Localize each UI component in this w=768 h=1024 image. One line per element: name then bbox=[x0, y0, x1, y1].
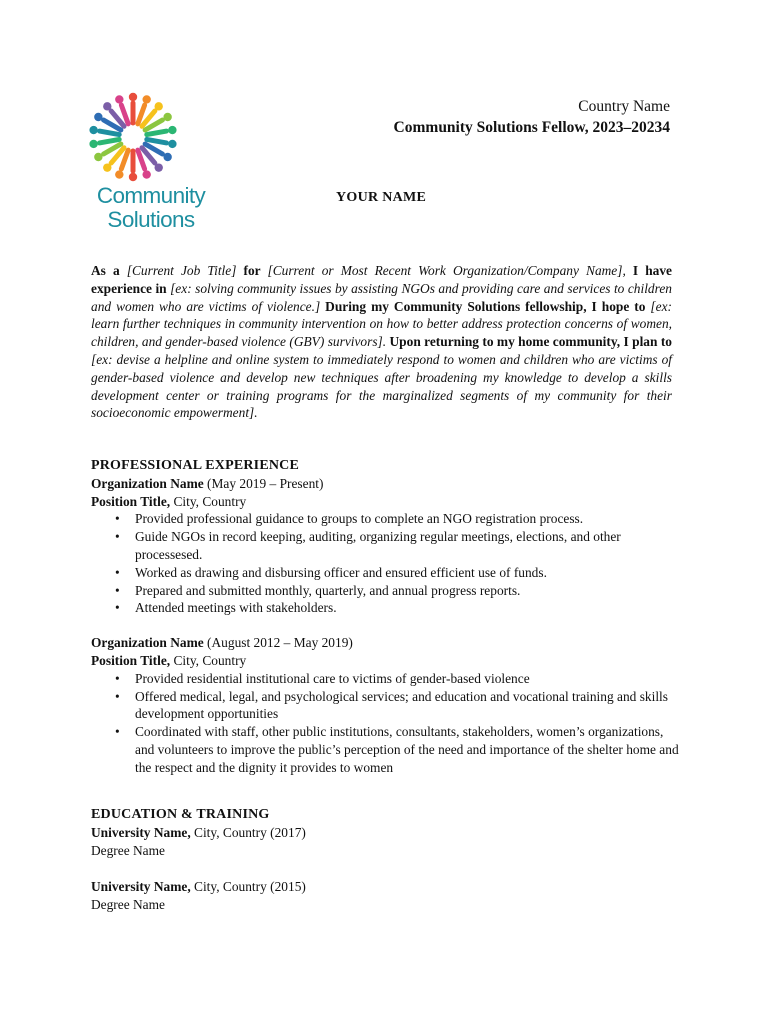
bullet-icon: • bbox=[115, 670, 120, 686]
bullet-icon: • bbox=[115, 564, 120, 580]
job-entry bbox=[91, 475, 681, 617]
summary-placeholder: [ex: devise a helpline and online system to immediately respond to women and children who are victims of gender-based violence and develop new techniques after broadening my knowledge to develop a skills development center or training programs for the marginalized segments of my community for their socioeconomic empowerment]. bbox=[91, 351, 672, 421]
summary-placeholder: [Current or Most Recent Work Organization/Company Name], bbox=[267, 263, 626, 278]
university-name: University Name, bbox=[91, 824, 191, 840]
bullet-icon: • bbox=[115, 582, 120, 598]
logo-dot bbox=[155, 163, 163, 171]
logo-dot bbox=[94, 153, 102, 161]
degree-name: Degree Name bbox=[91, 897, 165, 913]
logo-ray bbox=[147, 131, 167, 134]
logo-dot bbox=[89, 140, 97, 148]
logo-dot bbox=[129, 173, 137, 181]
summary-placeholder: [Current Job Title] bbox=[126, 263, 237, 278]
logo-dot bbox=[155, 102, 163, 110]
logo-dot bbox=[103, 163, 111, 171]
position-title: Position Title, bbox=[91, 652, 171, 668]
summary-placeholder: [ex: solving community issues by assisting NGOs and providing care and services to children and women who are victims of violence.] bbox=[91, 280, 672, 314]
summary-paragraph bbox=[91, 262, 672, 422]
list-item bbox=[91, 688, 681, 724]
education-section bbox=[91, 806, 681, 914]
logo-dot bbox=[142, 170, 150, 178]
logo-ray bbox=[147, 139, 167, 142]
logo-ray bbox=[100, 139, 120, 142]
fellowship-title: Community Solutions Fellow, 2023–20234 bbox=[393, 119, 670, 136]
bullet-icon: • bbox=[115, 511, 120, 527]
summary-placeholder: [ex: learn further techniques in community intervention on how to better address protection concerns of women, children, and gender-based violence (GBV) survivors]. bbox=[91, 298, 672, 350]
logo-dot bbox=[89, 126, 97, 134]
logo-dot bbox=[168, 126, 176, 134]
list-item bbox=[91, 582, 681, 600]
summary-text: During my Community Solutions fellowship, I hope to bbox=[320, 298, 651, 314]
job-bullets bbox=[91, 670, 681, 777]
header-block bbox=[394, 96, 670, 138]
logo-dot bbox=[103, 102, 111, 110]
university-detail: City, Country (2015) bbox=[190, 879, 306, 895]
job-entry bbox=[91, 634, 681, 776]
logo-dot bbox=[163, 153, 171, 161]
university-name: University Name, bbox=[91, 879, 191, 895]
section-title: EDUCATION & TRAINING bbox=[91, 807, 270, 822]
summary-text: for bbox=[236, 263, 268, 278]
logo-center bbox=[123, 127, 143, 147]
your-name: YOUR NAME bbox=[336, 190, 427, 205]
list-item bbox=[91, 510, 681, 528]
degree-name: Degree Name bbox=[91, 842, 165, 858]
bullet-icon: • bbox=[115, 600, 120, 616]
logo-word-community: Community bbox=[96, 183, 206, 208]
bullet-icon: • bbox=[115, 529, 120, 545]
logo-dot bbox=[142, 95, 150, 103]
summary-text: I have experience in bbox=[91, 263, 672, 296]
bullet-icon: • bbox=[115, 688, 120, 704]
list-item bbox=[91, 564, 681, 582]
experience-section bbox=[91, 457, 681, 777]
country-name: Country Name bbox=[578, 98, 670, 115]
job-location: City, Country bbox=[170, 652, 247, 668]
organization-name: Organization Name bbox=[91, 475, 204, 491]
bullet-text: Guide NGOs in record keeping, auditing, organizing regular meetings, elections, and other processesed. bbox=[135, 529, 621, 562]
logo-word-solutions: Solutions bbox=[107, 207, 195, 232]
logo-dot bbox=[94, 113, 102, 121]
logo-dot bbox=[168, 140, 176, 148]
bullet-text: Worked as drawing and disbursing officer and ensured efficient use of funds. bbox=[135, 564, 547, 580]
position-title: Position Title, bbox=[91, 493, 171, 509]
section-title: PROFESSIONAL EXPERIENCE bbox=[91, 458, 300, 473]
bullet-text: Provided professional guidance to groups to complete an NGO registration process. bbox=[135, 511, 584, 527]
summary-text: As a bbox=[91, 263, 127, 278]
list-item bbox=[91, 599, 681, 617]
bullet-text: Coordinated with staff, other public institutions, consultants, stakeholders, women’s organizations, and volunteers to improve the public’s perception of the need and importance of the shelter home and the respect and the dignity it provides to women bbox=[135, 724, 679, 775]
logo-dot bbox=[115, 95, 123, 103]
list-item bbox=[91, 670, 681, 688]
logo-dot bbox=[163, 113, 171, 121]
sunburst-logo-icon bbox=[88, 92, 178, 182]
bullet-text: Prepared and submitted monthly, quarterly, and annual progress reports. bbox=[135, 582, 521, 598]
community-solutions-logo bbox=[84, 92, 218, 232]
bullet-icon: • bbox=[115, 724, 120, 740]
education-entry bbox=[91, 878, 681, 914]
logo-dot bbox=[129, 93, 137, 101]
organization-name: Organization Name bbox=[91, 635, 204, 651]
summary-text: Upon returning to my home community, I plan to bbox=[386, 334, 672, 350]
logo-dot bbox=[115, 170, 123, 178]
logo-ray bbox=[100, 131, 120, 134]
bullet-text: Offered medical, legal, and psychological services; and education and vocational training and skills development opportunities bbox=[135, 688, 668, 722]
job-bullets bbox=[91, 510, 681, 617]
list-item bbox=[91, 723, 681, 776]
bullet-text: Attended meetings with stakeholders. bbox=[135, 600, 337, 616]
job-dates: (May 2019 – Present) bbox=[203, 475, 324, 491]
job-location: City, Country bbox=[170, 493, 247, 509]
job-dates: (August 2012 – May 2019) bbox=[203, 635, 353, 651]
bullet-text: Provided residential institutional care to victims of gender-based violence bbox=[135, 670, 530, 686]
university-detail: City, Country (2017) bbox=[190, 824, 306, 840]
list-item bbox=[91, 528, 681, 564]
education-entry bbox=[91, 824, 681, 860]
